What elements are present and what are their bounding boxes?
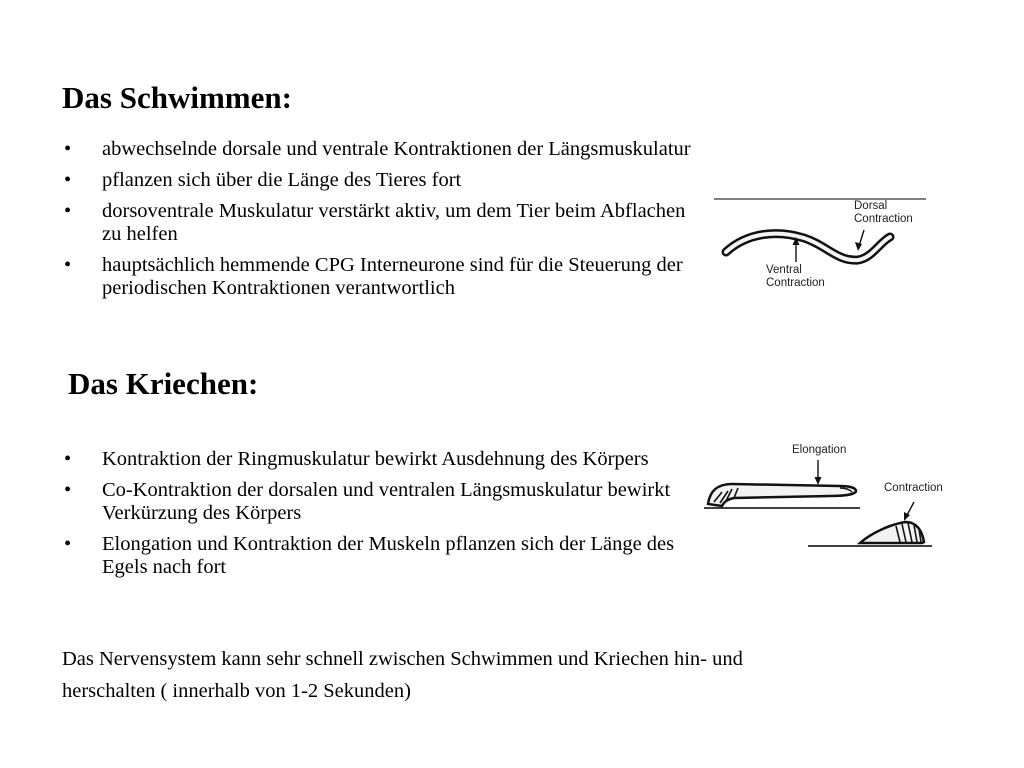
crawling-leech-figure [700, 438, 960, 558]
list-item: • pflanzen sich über die Länge des Tieres fort [64, 169, 704, 192]
list-item: • Co-Kontraktion der dorsalen und ventralen Längsmuskulatur bewirkt Verkürzung des Körpers [64, 479, 704, 525]
summary-line-1: Das Nervensystem kann sehr schnell zwischen Schwimmen und Kriechen hin- und [62, 648, 743, 670]
list-item: • abwechselnde dorsale und ventrale Kontraktionen der Längsmuskulatur [64, 138, 704, 161]
summary-line-2: herschalten ( innerhalb von 1-2 Sekunden) [62, 680, 411, 702]
crawling-bullet-list [64, 448, 704, 587]
list-item: • Elongation und Kontraktion der Muskeln pflanzen sich der Länge des Egels nach fort [64, 533, 704, 579]
list-item: • Kontraktion der Ringmuskulatur bewirkt Ausdehnung des Körpers [64, 448, 704, 471]
crawling-heading: Das Kriechen: [68, 366, 259, 401]
swimming-leech-figure [708, 190, 938, 300]
contraction-label: Contraction [884, 482, 943, 494]
ventral-contraction-label: Ventral Contraction [766, 264, 825, 289]
swimming-heading: Das Schwimmen: [62, 80, 292, 115]
summary-paragraph [62, 643, 962, 707]
swimming-bullet-list [64, 138, 704, 308]
list-item: • dorsoventrale Muskulatur verstärkt aktiv, um dem Tier beim Abflachen zu helfen [64, 200, 704, 246]
elongation-label: Elongation [792, 444, 847, 456]
list-item: • hauptsächlich hemmende CPG Interneurone sind für die Steuerung der periodischen Kontraktionen verantwortlich [64, 254, 704, 300]
dorsal-contraction-label: Dorsal Contraction [854, 200, 913, 225]
